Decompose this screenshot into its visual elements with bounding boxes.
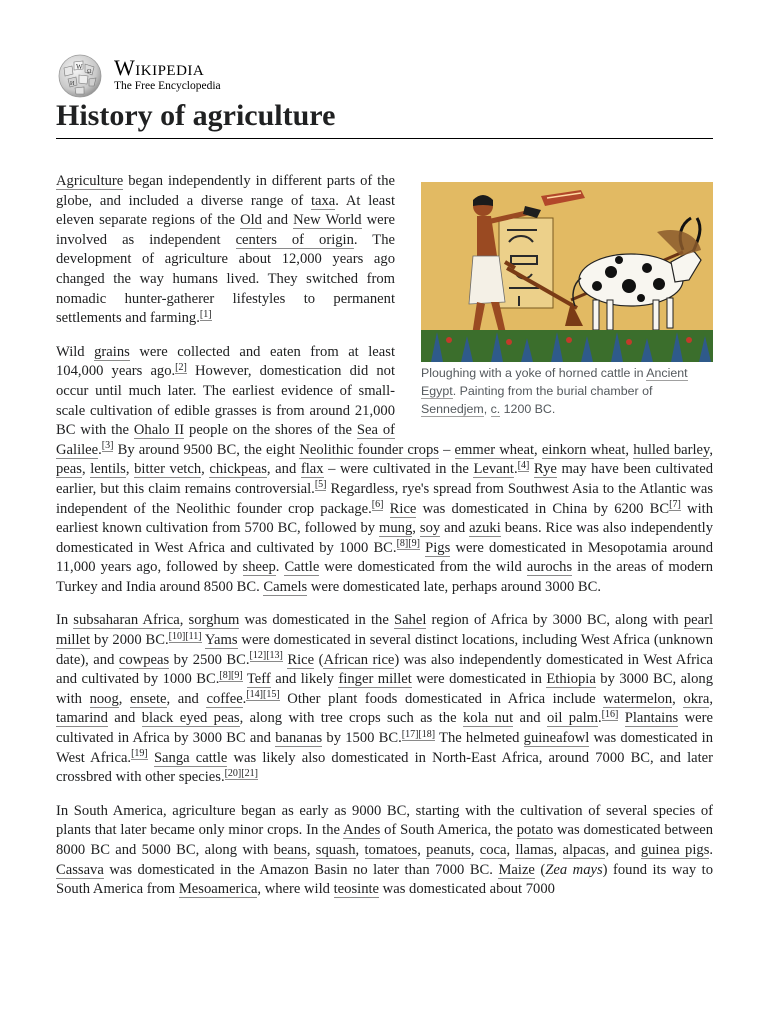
- paragraph-south-america: [56, 802, 713, 900]
- text: .: [242, 690, 247, 707]
- link-finger-millet[interactable]: finger millet: [338, 671, 412, 688]
- link-old-world[interactable]: Old: [240, 212, 262, 229]
- text: ,: [179, 612, 189, 629]
- text: in the areas of modern Turkey and India around 8500 BC.: [56, 559, 713, 595]
- link-oil-palm[interactable]: oil palm: [547, 710, 598, 727]
- text: was likely also domesticated in North-East Africa, around 7000 BC, and later crossbred with other species.: [56, 749, 713, 786]
- text: . At least eleven separate regions of the: [56, 192, 395, 229]
- text: ,: [709, 441, 714, 458]
- link-okra[interactable]: okra: [683, 690, 710, 707]
- text: and: [107, 710, 142, 727]
- text: (: [314, 651, 324, 668]
- link-teosinte[interactable]: teosinte: [333, 881, 380, 898]
- link-yams[interactable]: Yams: [204, 632, 238, 649]
- text: were cultivated in Africa by 3000 BC and: [56, 710, 713, 747]
- text: were domesticated in Mesopotamia around 11,000 years ago, followed by: [56, 539, 714, 576]
- link-llamas[interactable]: llamas: [515, 842, 554, 858]
- link-new-world[interactable]: New World: [293, 212, 362, 229]
- link-camels[interactable]: Camels: [263, 578, 308, 595]
- text: beans. Rice was also independently domesticated in West Africa and cultivated by 1000 BC.: [56, 520, 714, 556]
- citation-17-18[interactable]: [17][18]: [401, 728, 436, 740]
- link-african-rice[interactable]: African rice: [323, 651, 395, 668]
- text: (: [534, 861, 546, 878]
- link-black-eyed-peas[interactable]: black eyed peas: [141, 710, 240, 727]
- citation-12-13[interactable]: [12][13]: [249, 650, 283, 662]
- text: .: [275, 559, 285, 576]
- text: The helmeted: [435, 730, 524, 747]
- citation-19[interactable]: [19]: [131, 748, 148, 760]
- text: was domesticated in West Africa.: [56, 730, 713, 766]
- link-agriculture[interactable]: Agriculture: [56, 173, 124, 189]
- text: people on the shores of the: [184, 422, 357, 439]
- link-cassava[interactable]: Cassava: [56, 861, 104, 878]
- text: [618, 710, 624, 726]
- link-bitter-vetch[interactable]: bitter vetch: [134, 461, 202, 478]
- link-rye[interactable]: Rye: [533, 461, 557, 478]
- caption-text: . Painting from the burial chamber of: [452, 384, 653, 398]
- link-flax[interactable]: flax: [300, 461, 324, 478]
- text: were domesticated in several distinct locations, including West Africa (unknown date), and: [56, 632, 714, 668]
- text: were collected and eaten from at least 104,000 years ago.: [56, 343, 395, 380]
- citation-3[interactable]: [3]: [101, 440, 114, 452]
- link-sorghum[interactable]: sorghum: [188, 612, 240, 629]
- text: were domesticated from the wild: [319, 559, 527, 576]
- text: ) found its way to South America from: [56, 861, 713, 898]
- link-guineafowl[interactable]: guineafowl: [523, 730, 590, 747]
- link-azuki[interactable]: azuki: [469, 520, 501, 537]
- article-body: [56, 172, 713, 914]
- link-mung[interactable]: mung: [379, 520, 413, 537]
- citation-1[interactable]: [1]: [199, 308, 212, 320]
- link-guinea-pigs[interactable]: guinea pigs: [640, 842, 710, 858]
- citation-2[interactable]: [2]: [175, 361, 187, 373]
- link-ethiopia[interactable]: Ethiopia: [546, 671, 596, 688]
- citation-16[interactable]: [16]: [601, 708, 619, 720]
- link-pigs[interactable]: Pigs: [425, 539, 451, 556]
- link-sheep[interactable]: sheep: [242, 559, 276, 576]
- text: –: [438, 441, 455, 458]
- citation-8-9[interactable]: [8][9]: [396, 538, 420, 550]
- link-beans[interactable]: beans: [273, 842, 307, 858]
- text: was domesticated in the: [239, 612, 394, 629]
- link-ensete[interactable]: ensete: [130, 690, 167, 707]
- link-squash[interactable]: squash: [315, 842, 356, 858]
- text: was domesticated in the Amazon Basin no later than 7000 BC.: [103, 861, 499, 878]
- figure-caption: [421, 364, 713, 418]
- text: ,: [201, 461, 210, 478]
- link-peas[interactable]: peas: [56, 461, 82, 478]
- text: and: [261, 212, 294, 229]
- text: ,: [553, 842, 563, 858]
- caption-text: Ploughing with a yoke of horned cattle in: [421, 366, 647, 380]
- text: – were cultivated in the: [323, 461, 474, 478]
- text: Other plant foods domesticated in Africa include: [279, 690, 604, 707]
- link-tamarind[interactable]: tamarind: [56, 710, 108, 727]
- text: , where wild: [257, 881, 334, 898]
- text: ,: [125, 461, 135, 478]
- text: , along with tree crops such as the: [239, 710, 463, 727]
- link-circa[interactable]: c.: [490, 402, 501, 416]
- text: were domesticated in: [411, 671, 547, 688]
- link-coca[interactable]: coca: [479, 842, 507, 858]
- svg-text:И: И: [70, 81, 75, 87]
- link-rice[interactable]: Rice: [389, 500, 417, 517]
- link-cattle[interactable]: Cattle: [284, 559, 320, 576]
- text: by 1500 BC.: [322, 730, 402, 747]
- citation-6[interactable]: [6]: [371, 499, 384, 510]
- link-andes[interactable]: Andes: [343, 822, 381, 839]
- link-sennedjem[interactable]: Sennedjem: [421, 402, 484, 416]
- link-hulled-barley[interactable]: hulled barley: [633, 441, 710, 458]
- link-noog[interactable]: noog: [89, 690, 119, 707]
- text: and: [513, 710, 547, 727]
- link-kola-nut[interactable]: kola nut: [462, 710, 514, 727]
- text: with earliest known cultivation from 5700 BC, followed by: [56, 500, 713, 537]
- link-chickpeas[interactable]: chickpeas: [209, 461, 267, 478]
- text: , and: [605, 842, 641, 858]
- text: By around 9500 BC, the eight: [113, 441, 300, 458]
- link-peanuts[interactable]: peanuts: [426, 842, 471, 858]
- text: by 2500 BC.: [169, 651, 250, 668]
- text: .: [597, 710, 602, 727]
- link-sea-of-galilee[interactable]: Sea of Galilee: [56, 422, 395, 458]
- text: began independently in different parts of the globe, and included a diverse range of: [56, 173, 395, 209]
- link-coffee[interactable]: coffee: [206, 690, 243, 707]
- text: , and: [266, 461, 301, 478]
- text: .: [514, 461, 518, 478]
- link-watermelon[interactable]: watermelon: [603, 690, 673, 707]
- citation-20-21[interactable]: [20][21]: [224, 767, 258, 779]
- wikipedia-globe-icon[interactable]: [56, 54, 104, 98]
- text: ,: [672, 690, 684, 707]
- citation-10-11[interactable]: [10][11]: [168, 630, 202, 642]
- citation-14-15[interactable]: [14][15]: [246, 689, 280, 701]
- link-sanga-cattle[interactable]: Sanga cattle: [153, 749, 228, 766]
- text: by 2000 BC.: [90, 632, 169, 649]
- link-alpacas[interactable]: alpacas: [562, 842, 606, 858]
- link-pearl-millet[interactable]: pearl millet: [56, 612, 713, 649]
- site-header: [56, 54, 716, 98]
- svg-text:Ω: Ω: [87, 69, 92, 75]
- link-rice-africa[interactable]: Rice: [287, 651, 315, 668]
- page-title: History of agriculture: [56, 96, 713, 139]
- caption-text: ,: [483, 402, 491, 416]
- link-tomatoes[interactable]: tomatoes: [364, 842, 418, 858]
- text: of South America, the: [380, 822, 517, 839]
- text: ,: [506, 842, 516, 858]
- link-soy[interactable]: soy: [419, 520, 441, 537]
- text: .: [709, 842, 714, 858]
- citation-8-9-b[interactable]: [8][9]: [219, 669, 243, 681]
- citation-7[interactable]: [7]: [669, 499, 681, 510]
- link-bananas[interactable]: bananas: [275, 730, 323, 747]
- text: [383, 501, 389, 517]
- scientific-name: Zea mays: [545, 861, 603, 878]
- text: were domesticated late, perhaps around 3000 BC.: [307, 578, 602, 595]
- text: ,: [534, 441, 542, 458]
- text: Regardless, rye's spread from Southwest Asia to the Atlantic was independent of the Neolithic founder crop package.: [56, 480, 714, 517]
- link-subsaharan-africa[interactable]: subsaharan Africa: [73, 612, 180, 629]
- text: was domesticated in China by 6200 BC: [416, 500, 670, 517]
- text: , and: [166, 690, 207, 707]
- text: was domesticated about 7000: [379, 881, 555, 898]
- text: ,: [625, 441, 634, 458]
- article-figure: [421, 182, 713, 418]
- link-mesoamerica[interactable]: Mesoamerica: [178, 881, 258, 898]
- link-neolithic-founder-crops[interactable]: Neolithic founder crops: [299, 441, 439, 458]
- text: ,: [417, 842, 427, 858]
- text: In South America, agriculture began as early as 9000 BC, starting with the cultivation of several species of plants that later became only minor crops. In the: [56, 802, 713, 839]
- text: ,: [355, 842, 365, 858]
- link-cowpeas[interactable]: cowpeas: [118, 651, 170, 668]
- link-emmer-wheat[interactable]: emmer wheat: [454, 441, 535, 458]
- text: . The development of agriculture about 12,000 years ago changed the way humans lived. They switched from nomadic hunter-gatherer lifestyles to permanent settlements and farming.: [56, 231, 395, 327]
- text: were involved as independent: [56, 212, 395, 248]
- text: ,: [412, 520, 420, 537]
- egyptian-ploughing-painting[interactable]: [421, 182, 713, 362]
- link-maize[interactable]: Maize: [498, 861, 535, 878]
- text: ,: [81, 461, 91, 478]
- text: was domesticated between 8000 BC and 5000 BC, along with: [56, 822, 714, 858]
- link-aurochs[interactable]: aurochs: [526, 559, 573, 576]
- text: .: [98, 441, 102, 458]
- link-potato[interactable]: potato: [516, 822, 554, 839]
- link-einkorn-wheat[interactable]: einkorn wheat: [541, 441, 626, 458]
- text: ,: [118, 690, 131, 707]
- link-grains[interactable]: grains: [94, 343, 130, 360]
- text: ) was also independently domesticated in West Africa and cultivated by 1000 BC.: [56, 651, 713, 688]
- link-sahel[interactable]: Sahel: [393, 612, 427, 629]
- link-ohalo-ii[interactable]: Ohalo II: [133, 422, 185, 439]
- text: ,: [709, 690, 714, 707]
- link-centers-of-origin[interactable]: centers of origin: [235, 231, 354, 248]
- link-plantains[interactable]: Plantains: [624, 710, 679, 727]
- text: Wild: [56, 343, 95, 360]
- text: and likely: [270, 671, 339, 688]
- link-taxa[interactable]: taxa: [310, 192, 336, 209]
- citation-5[interactable]: [5]: [314, 479, 327, 491]
- link-lentils[interactable]: lentils: [90, 461, 126, 478]
- text: However, domestication did not occur until much later. The earliest evidence of small-scale cultivation of edible grasses is from around 21,000 BC with the: [56, 363, 395, 439]
- svg-text:W: W: [76, 63, 83, 71]
- link-levant[interactable]: Levant: [473, 461, 514, 478]
- text: In: [56, 612, 74, 629]
- text: may have been cultivated earlier, but this claim remains controversial.: [56, 461, 713, 497]
- paragraph-africa: [56, 611, 713, 787]
- caption-text: 1200 BC.: [500, 402, 556, 416]
- text: ,: [470, 842, 480, 858]
- site-wordmark[interactable]: Wikipedia: [114, 55, 205, 80]
- text: and: [440, 520, 470, 537]
- text: by 3000 BC, along with: [56, 671, 713, 707]
- text: [148, 750, 154, 766]
- link-ancient-egypt[interactable]: Ancient Egypt: [421, 366, 688, 398]
- link-teff[interactable]: Teff: [246, 671, 271, 688]
- text: ,: [306, 842, 316, 858]
- site-tagline: The Free Encyclopedia: [114, 80, 221, 92]
- text: region of Africa by 3000 BC, along with: [426, 612, 684, 629]
- citation-4[interactable]: [4]: [517, 459, 530, 471]
